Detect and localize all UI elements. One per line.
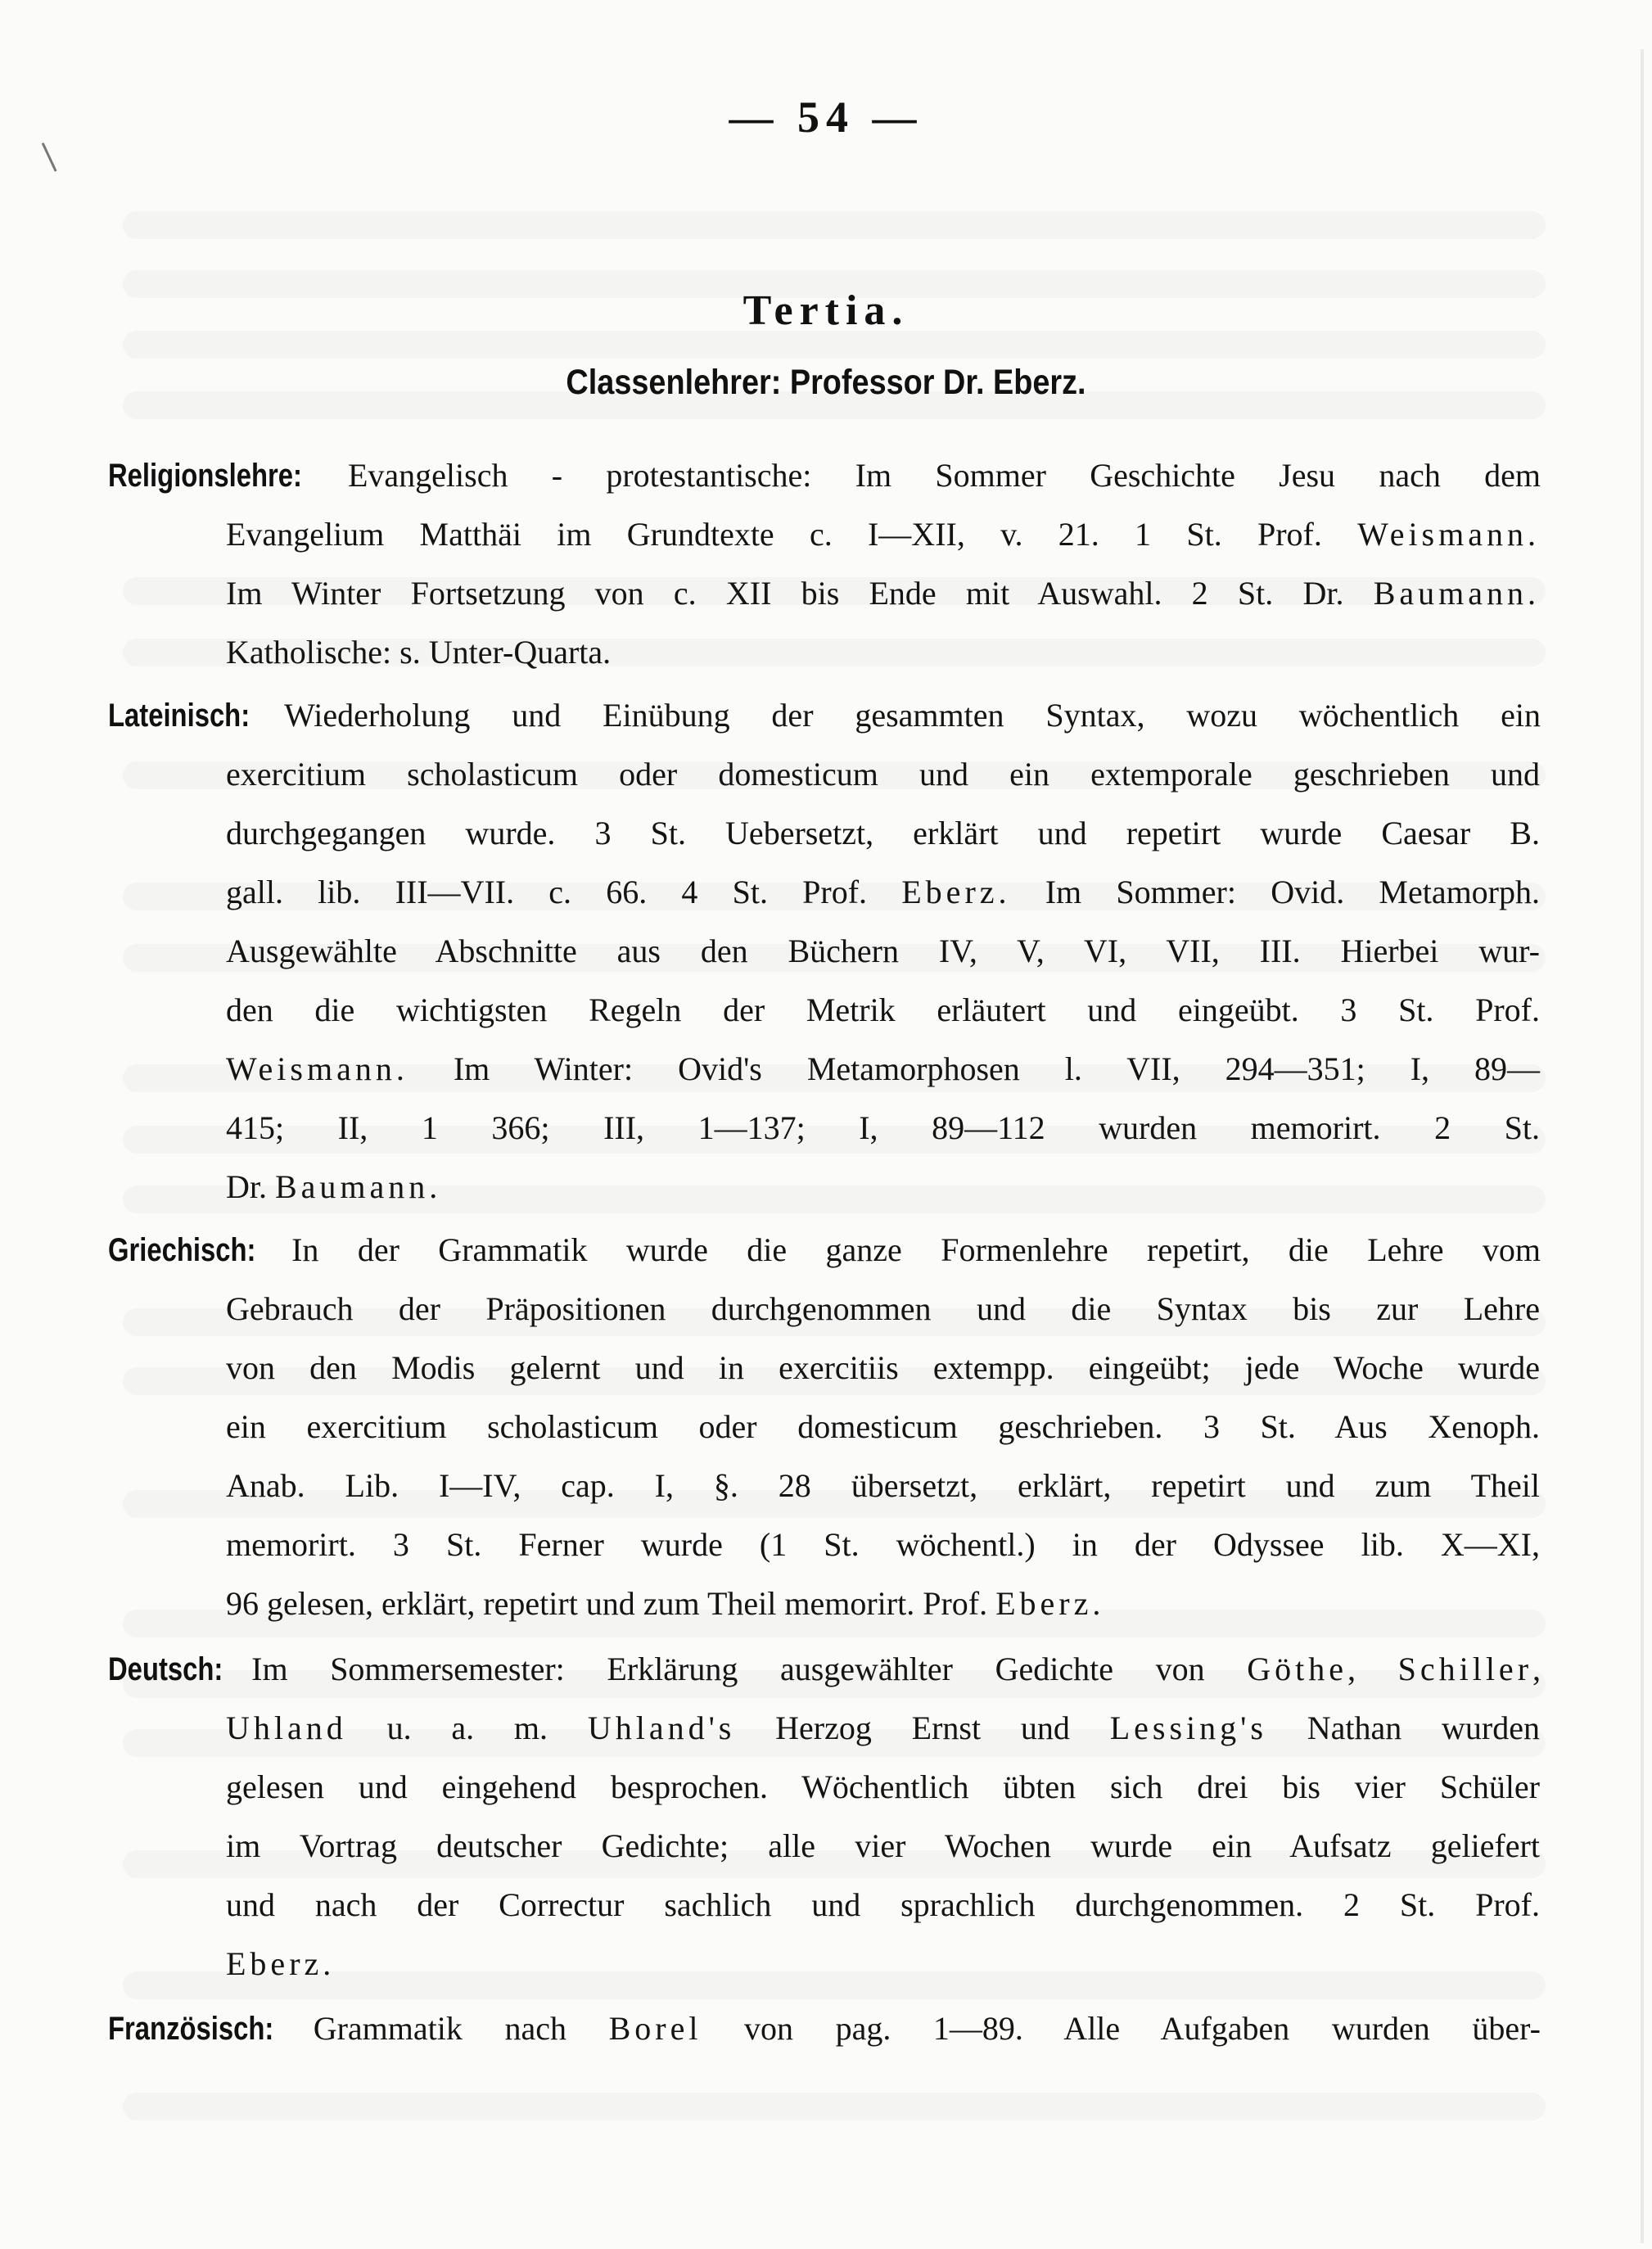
german-line-1: Deutsch: Im Sommersemester: Erklärung ausgewählter Gedichte von Göthe, Schiller, — [108, 1647, 1541, 1691]
religion-label: Religionslehre: — [108, 458, 302, 494]
author-name: Weismann. — [226, 1050, 408, 1087]
author-name: Eberz. — [226, 1945, 336, 1982]
greek-line-2: Gebrauch der Präpositionen durchgenommen und die Syntax bis zur Lehre — [226, 1290, 1540, 1327]
page-number: — 54 — — [729, 93, 923, 142]
greek-line-5: Anab. Lib. I—IV, cap. I, §. 28 übersetzt, erklärt, repetirt und zum Theil — [226, 1467, 1540, 1504]
author-name: Eberz. — [995, 1585, 1105, 1622]
author-name: Baumann. — [275, 1168, 442, 1205]
greek-line-7: 96 gelesen, erklärt, repetirt und zum Theil memorirt. Prof. Eberz. — [226, 1585, 1105, 1622]
religion-line-1 — [108, 454, 1541, 498]
religion-line-4: Katholische: s. Unter-Quarta. — [226, 634, 612, 671]
latin-line-6: den die wichtigsten Regeln der Metrik erläutert und eingeübt. 3 St. Prof. — [226, 991, 1540, 1028]
religion-line-1-text: Evangelisch - protestantische: Im Sommer Geschichte Jesu nach dem — [347, 457, 1541, 494]
author-name: Baumann. — [1373, 575, 1540, 612]
religion-line-2: Evangelium Matthäi im Grundtexte c. I—XII, v. 21. 1 St. Prof. Weismann. — [226, 516, 1540, 553]
paper-mark — [42, 138, 67, 172]
author-name: Göthe — [1247, 1651, 1347, 1687]
author-name: Schiller — [1397, 1651, 1533, 1687]
latin-line-4: gall. lib. III—VII. c. 66. 4 St. Prof. Eberz. Im Sommer: Ovid. Metamorph. — [226, 874, 1541, 910]
german-line-4: im Vortrag deutscher Gedichte; alle vier Wochen wurde ein Aufsatz geliefert — [226, 1827, 1540, 1864]
latin-line-1: Lateinisch: Wiederholung und Einübung der gesammten Syntax, wozu wöchentlich ein — [108, 693, 1541, 738]
author-name: Eberz. — [901, 874, 1011, 910]
greek-line-6: memorirt. 3 St. Ferner wurde (1 St. wöchentl.) in der Odyssee lib. X—XI, — [226, 1526, 1540, 1563]
greek-line-4: ein exercitium scholasticum oder domesticum geschrieben. 3 St. Aus Xenoph. — [226, 1408, 1540, 1445]
german-line-5: und nach der Correctur sachlich und sprachlich durchgenommen. 2 St. Prof. — [226, 1886, 1540, 1923]
author-name: Weismann. — [1357, 516, 1540, 553]
latin-line-8: 415; II, 1 366; III, 1—137; I, 89—112 wurden memorirt. 2 St. — [226, 1109, 1540, 1146]
latin-label: Lateinisch: — [108, 698, 251, 734]
latin-line-5: Ausgewählte Abschnitte aus den Büchern IV, V, VI, VII, III. Hierbei wur- — [226, 933, 1540, 969]
greek-line-3: von den Modis gelernt und in exercitiis extempp. eingeübt; jede Woche wurde — [226, 1349, 1540, 1386]
religion-line-3: Im Winter Fortsetzung von c. XII bis Ende mit Auswahl. 2 St. Dr. Baumann. — [226, 575, 1540, 612]
german-line-2: Uhland u. a. m. Uhland's Herzog Ernst und Lessing's Nathan wurden — [226, 1709, 1540, 1746]
page-edge-shadow — [1641, 49, 1644, 2243]
greek-line-1: Griechisch: In der Grammatik wurde die ganze Formenlehre repetirt, die Lehre vom — [108, 1228, 1541, 1272]
latin-line-2: exercitium scholasticum oder domesticum und ein extemporale geschrieben und — [226, 756, 1540, 793]
latin-line-9: Dr. Baumann. — [226, 1168, 442, 1205]
greek-label: Griechisch: — [108, 1232, 256, 1268]
german-label: Deutsch: — [108, 1651, 223, 1687]
german-line-3: gelesen und eingehend besprochen. Wöchentlich übten sich drei bis vier Schüler — [226, 1768, 1540, 1805]
section-title: Tertia. — [742, 287, 910, 334]
author-name: Uhland's — [587, 1709, 736, 1746]
author-name: Borel — [608, 2010, 702, 2047]
french-label: Französisch: — [108, 2011, 274, 2047]
author-name: Uhland — [226, 1709, 347, 1746]
author-name: Lessing's — [1109, 1709, 1267, 1746]
latin-line-3: durchgegangen wurde. 3 St. Uebersetzt, erklärt und repetirt wurde Caesar B. — [226, 815, 1540, 851]
german-line-6 — [226, 1942, 335, 1986]
french-line-1: Französisch: Grammatik nach Borel von pag. 1—89. Alle Aufgaben wurden über- — [108, 2007, 1541, 2051]
class-teacher: Classenlehrer: Professor Dr. Eberz. — [566, 363, 1086, 402]
latin-line-7: Weismann. Im Winter: Ovid's Metamorphosen l. VII, 294—351; I, 89— — [226, 1050, 1540, 1087]
